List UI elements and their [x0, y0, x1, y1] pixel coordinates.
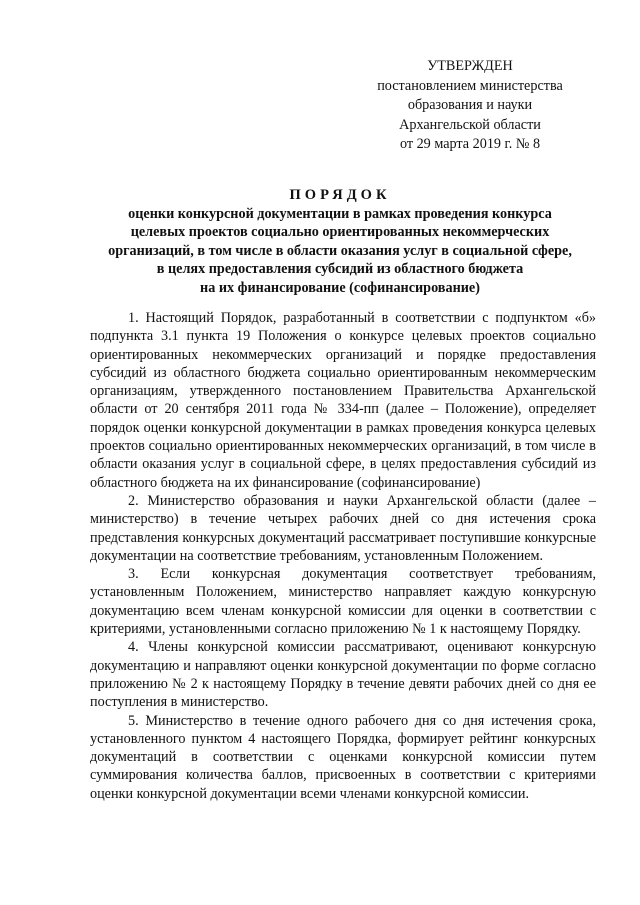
paragraph-2: 2. Министерство образования и науки Архангельской области (далее – министерство) в течение четырех рабочих дней со дня истечения срока представления конкурсных документаций рассматривает поступившие конкурсные документации на соответствие требованиям, установленным Положением.	[90, 492, 596, 564]
approval-decree-line: постановлением министерства	[377, 77, 563, 94]
approval-region-line: Архангельской области	[399, 116, 541, 133]
approval-stamp	[345, 57, 595, 155]
subtitle-line: организаций, в том числе в области оказания услуг в социальной сфере,	[108, 242, 572, 259]
document-heading: ПОРЯДОК	[289, 187, 391, 203]
subtitle-line: оценки конкурсной документации в рамках проведения конкурса	[128, 205, 552, 222]
paragraph-3: 3. Если конкурсная документация соответствует требованиям, установленным Положением, министерство направляет каждую конкурсную документацию всем членам конкурсной комиссии для оценки в соответствии с критериями, установленными согласно приложению № 1 к настоящему Порядку.	[90, 566, 596, 638]
subtitle-line: в целях предоставления субсидий из областного бюджета	[156, 261, 524, 278]
approval-heading: УТВЕРЖДЕН	[427, 58, 513, 74]
paragraph-5: 5. Министерство в течение одного рабочего дня со дня истечения срока, установленного пунктом 4 настоящего Порядка, формирует рейтинг конкурсных документаций в соответствии с оценками конкурсной комиссии путем суммирования количества баллов, присвоенных в соответствии с критериями оценки конкурсной документации всеми членами конкурсной комиссии.	[90, 712, 596, 802]
approval-ministry-line: образования и науки	[407, 97, 533, 113]
approval-date-line: от 29 марта 2019 г. № 8	[399, 136, 541, 152]
paragraph-4: 4. Члены конкурсной комиссии рассматривают, оценивают конкурсную документацию и направляют оценки конкурсной документации по форме согласно приложению № 2 к настоящему Порядку в течение девяти рабочих дней со дня ее поступления в министерство.	[90, 639, 596, 711]
subtitle-line: на их финансирование (софинансирование)	[200, 279, 480, 296]
document-subtitle	[60, 205, 620, 298]
document-body	[90, 309, 596, 803]
subtitle-line: целевых проектов социально ориентированных некоммерческих	[130, 224, 550, 241]
document-title	[60, 186, 620, 298]
paragraph-1: 1. Настоящий Порядок, разработанный в соответствии с подпунктом «б» подпункта 3.1 пункта 19 Положения о конкурсе целевых проектов социально ориентированных некоммерческих организаций и порядке предоставления субсидий из областного бюджета социально ориентированным некоммерческим организациям, утвержденного постановлением Правительства Архангельской области от 20 сентября 2011 года № 334-пп (далее – Положение), определяет порядок оценки конкурсной документации в рамках проведения конкурса целевых проектов социально ориентированных некоммерческих организаций, в том числе в области оказания услуг в социальной сфере, в целях предоставления субсидий из областного бюджета на их финансирование (софинансирование)	[90, 310, 596, 491]
